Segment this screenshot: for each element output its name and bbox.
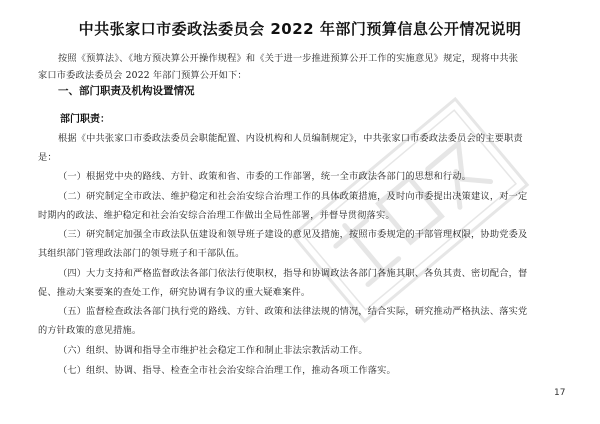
duty-item-3-line-1: （三）研究制定加强全市政法队伍建设和领导班子建设的意见及措施，按照市委规定的干部管理权限，协助党委及 (58, 229, 528, 240)
duty-item-4-line-2: 促、推动大案要案的查处工作，研究协调有争议的重大疑难案件。 (38, 287, 311, 298)
duty-item-1: （一）根据党中央的路线、方针、政策和省、市委的工作部署，统一全市政法各部门的思想和行动。 (58, 171, 472, 182)
document-title: 中共张家口市委政法委员会 2022 年部门预算信息公开情况说明 (78, 20, 522, 38)
intro-paragraph-line-2: 家口市委政法委员会 2022 年部门预算公开如下： (38, 70, 247, 81)
basis-paragraph-line-2: 是： (38, 152, 57, 163)
duty-item-5-line-1: （五）监督检查政法各部门执行党的路线、方针、政策和法律法规的情况，结合实际，研究推动严格执法、落实党 (58, 306, 528, 317)
duty-item-6: （六）组织、协调和指导全市维护社会稳定工作和制止非法宗教活动工作。 (58, 345, 368, 356)
section-heading: 一、部门职责及机构设置情况 (58, 85, 195, 97)
basis-paragraph-line-1: 根据《中共张家口市委政法委员会职能配置、内设机构和人员编制规定》，中共张家口市委政法委员会的主要职责 (58, 133, 523, 144)
page-number: 17 (554, 388, 566, 398)
intro-paragraph-line-1: 按照《预算法》、《地方预决算公开操作规程》和《关于进一步推进预算公开工作的实施意见》规定，现将中共张 (58, 53, 519, 64)
duty-item-5-line-2: 的方针政策的意见措施。 (38, 325, 142, 336)
duty-item-2-line-1: （二）研究制定全市政法、维护稳定和社会治安综合治理工作的具体政策措施，及时向市委提出决策建议，对一定 (58, 191, 528, 202)
subheading-duties: 部门职责： (60, 114, 110, 125)
duty-item-2-line-2: 时期内的政法、维护稳定和社会治安综合治理工作做出全局性部署，并督导贯彻落实。 (38, 210, 395, 221)
duty-item-7: （七）组织、协调、指导、检查全市社会治安综合治理工作，推动各项工作落实。 (58, 365, 396, 376)
duty-item-4-line-1: （四）大力支持和严格监督政法各部门依法行使职权，指导和协调政法各部门各施其职、各负其责、密切配合，督 (58, 268, 528, 279)
duty-item-3-line-2: 其组织部门管理政法部门的领导班子和干部队伍。 (38, 248, 245, 259)
